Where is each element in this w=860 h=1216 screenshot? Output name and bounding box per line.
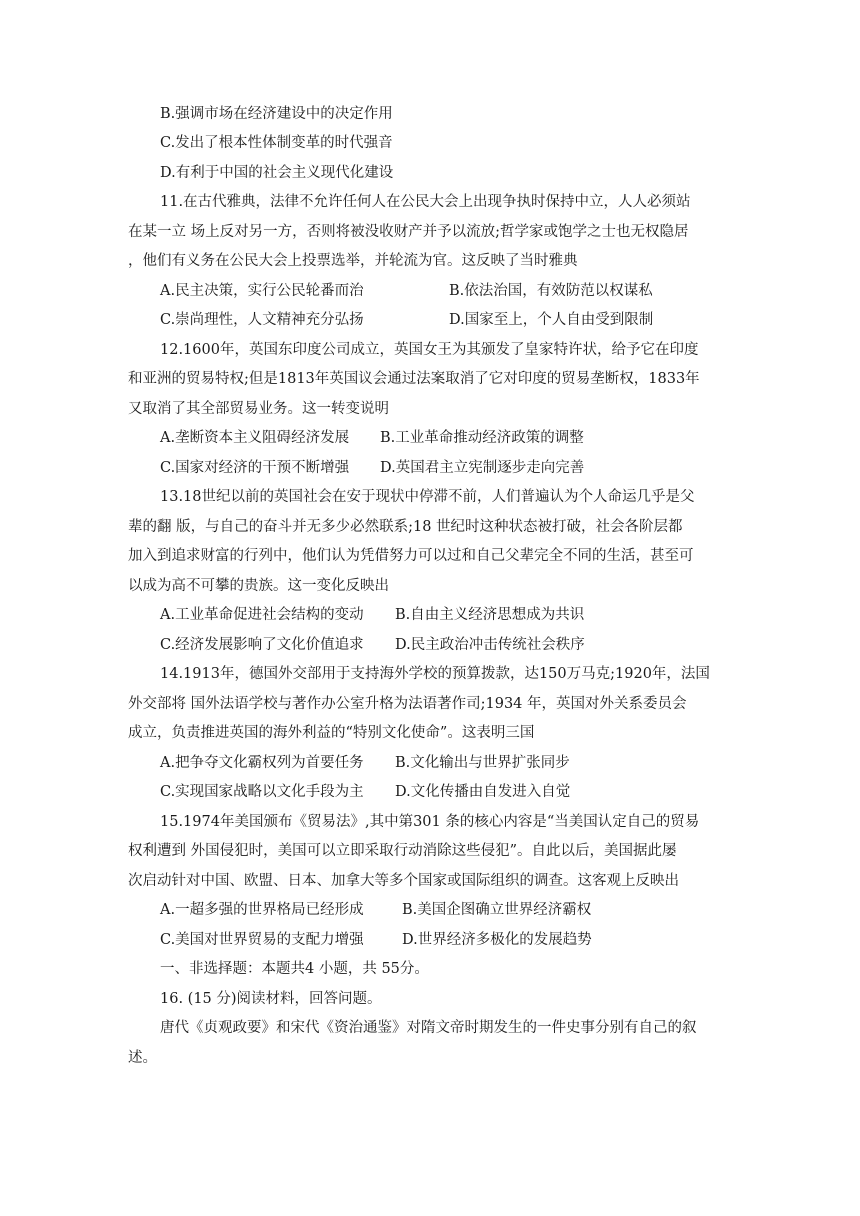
q10-option-d: D.有利于中国的社会主义现代化建设 [160,165,394,181]
q14-option-c: C.实现国家战略以文化手段为主 [160,784,364,800]
q13-option-d: D.民主政治冲击传统社会秩序 [395,637,585,653]
q15-stem-line-1: 15.1974年美国颁布《贸易法》,其中第301 条的核心内容是“当美国认定自己的贸易 [160,814,700,830]
q15-option-d: D.世界经济多极化的发展趋势 [402,932,592,948]
q16-title: 16. (15 分)阅读材料，回答问题。 [160,991,382,1007]
q11-stem-line-3: ，他们有义务在公民大会上投票选举，并轮流为官。这反映了当时雅典 [128,253,578,269]
q13-option-c: C.经济发展影响了文化价值追求 [160,637,364,653]
q13-option-b: B.自由主义经济思想成为共识 [395,607,585,623]
q14-option-a: A.把争夺文化霸权列为首要任务 [160,755,364,771]
section-heading: 一、非选择题：本题共4 小题，共 55分。 [160,961,429,977]
q11-option-b: B.依法治国，有效防范以权谋私 [449,283,653,299]
q15-option-c: C.美国对世界贸易的支配力增强 [160,932,364,948]
q12-option-a: A.垄断资本主义阻碍经济发展 [160,430,350,446]
q14-stem-line-3: 成立，负责推进英国的海外利益的“特别文化使命”。这表明三国 [128,725,535,741]
q12-stem-line-2: 和亚洲的贸易特权;但是1813年英国议会通过法案取消了它对印度的贸易垄断权，1833年 [128,371,700,387]
q15-option-a: A.一超多强的世界格局已经形成 [160,902,364,918]
q13-stem-line-1: 13.18世纪以前的英国社会在安于现状中停滞不前，人们普遍认为个人命运几乎是父 [160,489,695,505]
q14-stem-line-1: 14.1913年，德国外交部用于支持海外学校的预算拨款，达150万马克;1920年，法国 [160,666,710,682]
q13-stem-line-4: 以成为高不可攀的贵族。这一变化反映出 [128,578,389,594]
q13-stem-line-3: 加入到追求财富的行列中，他们认为凭借努力可以过和自己父辈完全不同的生活，甚至可 [128,548,694,564]
q10-option-c: C.发出了根本性体制变革的时代强音 [160,135,393,151]
q11-option-d: D.国家至上，个人自由受到限制 [449,312,654,328]
q12-option-d: D.英国君主立宪制逐步走向完善 [380,460,585,476]
q16-material-line-2: 述。 [128,1050,157,1066]
q11-option-a: A.民主决策，实行公民轮番而治 [160,283,364,299]
q10-option-b: B.强调市场在经济建设中的决定作用 [160,106,393,122]
q12-option-b: B.工业革命推动经济政策的调整 [380,430,584,446]
q14-stem-line-2: 外交部将 国外法语学校与著作办公室升格为法语著作司;1934 年，英国对外关系委员会 [128,696,687,712]
q13-stem-line-2: 辈的翻 版，与自己的奋斗并无多少必然联系;18 世纪时这种状态被打破，社会各阶层都 [128,519,683,535]
q12-option-c: C.国家对经济的干预不断增强 [160,460,350,476]
q15-stem-line-2: 权利遭到 外国侵犯时，美国可以立即采取行动消除这些侵犯”。自此以后，美国据此屡 [128,843,677,859]
q12-stem-line-3: 又取消了其全部贸易业务。这一转变说明 [128,401,389,417]
q15-option-b: B.美国企图确立世界经济霸权 [402,902,592,918]
q11-stem-line-1: 11.在古代雅典，法律不允许任何人在公民大会上出现争执时保持中立，人人必须站 [160,194,691,210]
q13-option-a: A.工业革命促进社会结构的变动 [160,607,364,623]
q12-stem-line-1: 12.1600年，英国东印度公司成立，英国女王为其颁发了皇家特许状，给予它在印度 [160,342,699,358]
q16-material-line-1: 唐代《贞观政要》和宋代《资治通鉴》对隋文帝时期发生的一件史事分别有自己的叙 [160,1020,697,1036]
q14-option-d: D.文化传播由自发进入自觉 [395,784,571,800]
q15-stem-line-3: 次启动针对中国、欧盟、日本、加拿大等多个国家或国际组织的调查。这客观上反映出 [128,873,679,889]
q11-stem-line-2: 在某一立 场上反对另一方，否则将被没收财产并予以流放;哲学家或饱学之士也无权隐居 [128,224,689,240]
q14-option-b: B.文化输出与世界扩张同步 [395,755,570,771]
q11-option-c: C.崇尚理性，人文精神充分弘扬 [160,312,364,328]
